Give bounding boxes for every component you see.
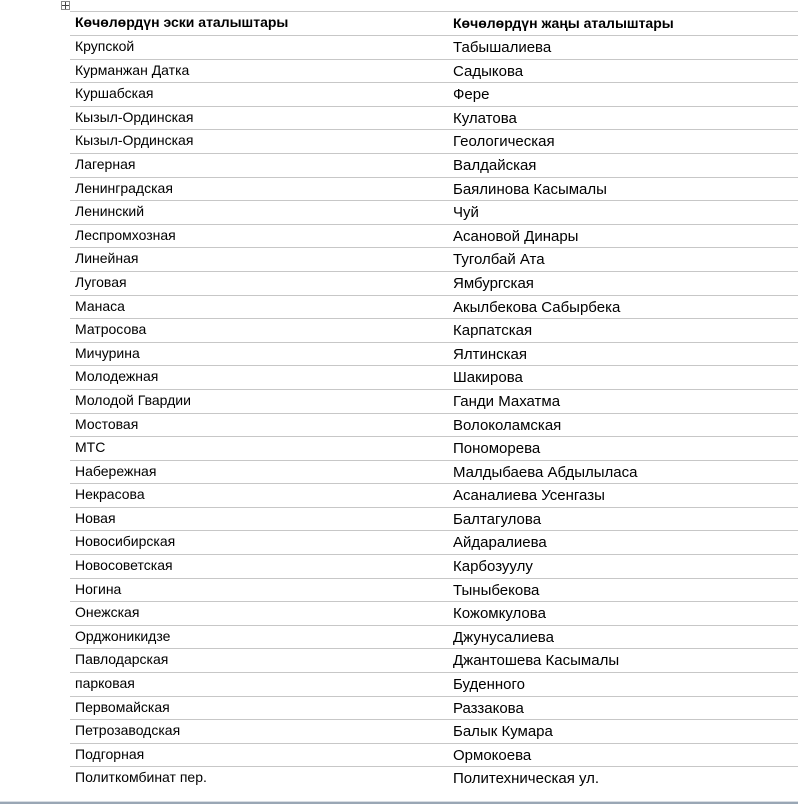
table-row xyxy=(70,200,798,224)
table-row xyxy=(70,507,798,531)
new-street-name: Шакирова xyxy=(453,369,523,387)
new-street-name: Кулатова xyxy=(453,109,517,127)
old-street-name: Павлодарская xyxy=(75,651,169,668)
new-street-name: Раззакова xyxy=(453,699,524,717)
new-street-name: Ормокоева xyxy=(453,746,532,764)
table-row xyxy=(70,672,798,696)
table-row xyxy=(70,224,798,248)
old-street-name: Луговая xyxy=(75,273,127,290)
old-street-name: МТС xyxy=(75,439,106,456)
new-street-name: Ямбургская xyxy=(453,274,534,292)
new-street-name: Пономорева xyxy=(453,440,541,458)
old-street-name: Новосоветская xyxy=(75,557,173,574)
table-row xyxy=(70,59,798,83)
old-street-name: Матросова xyxy=(75,321,147,338)
old-street-name: Лагерная xyxy=(75,155,136,172)
old-street-name: Петрозаводская xyxy=(75,722,181,739)
old-street-name: Кызыл-Ординская xyxy=(75,132,194,149)
old-street-name: Курманжан Датка xyxy=(75,61,190,78)
old-street-name: Ногина xyxy=(75,580,122,597)
table-row xyxy=(70,247,798,271)
new-street-name: Валдайская xyxy=(453,156,537,174)
old-street-name: Новосибирская xyxy=(75,533,176,550)
table-row xyxy=(70,554,798,578)
old-street-name: Ленинский xyxy=(75,203,145,220)
table-row xyxy=(70,460,798,484)
new-street-name: Карбозуулу xyxy=(453,558,533,576)
old-street-name: Леспромхозная xyxy=(75,226,176,243)
table-row xyxy=(70,483,798,507)
table-row xyxy=(70,271,798,295)
old-street-name: Манаса xyxy=(75,297,125,314)
new-street-name: Волоколамская xyxy=(453,416,562,434)
new-street-name: Геологическая xyxy=(453,133,555,151)
old-street-name: Ленинградская xyxy=(75,179,173,196)
old-street-name: Первомайская xyxy=(75,698,170,715)
table-row xyxy=(70,743,798,767)
old-street-name: Онежская xyxy=(75,604,140,621)
new-street-name: Джантошева Касымалы xyxy=(453,652,620,670)
new-street-name: Чуй xyxy=(453,204,479,222)
street-names-table xyxy=(70,11,798,790)
old-street-name: Молодежная xyxy=(75,368,159,385)
old-street-name: Набережная xyxy=(75,462,157,479)
table-row xyxy=(70,436,798,460)
table-body xyxy=(70,35,798,790)
new-street-name: Политехническая ул. xyxy=(453,770,600,788)
old-street-name: Молодой Гвардии xyxy=(75,391,191,408)
table-row xyxy=(70,82,798,106)
table-row xyxy=(70,413,798,437)
table-row xyxy=(70,295,798,319)
old-street-name: Орджоникидзе xyxy=(75,627,171,644)
table-row xyxy=(70,719,798,743)
table-row xyxy=(70,601,798,625)
old-street-name: Линейная xyxy=(75,250,139,267)
new-street-name: Асановой Динары xyxy=(453,227,579,245)
new-street-name: Ялтинская xyxy=(453,345,527,363)
new-street-name: Асаналиева Усенгазы xyxy=(453,487,605,505)
old-street-name: Мичурина xyxy=(75,344,140,361)
table-row xyxy=(70,578,798,602)
new-street-name: Садыкова xyxy=(453,62,524,80)
table-row xyxy=(70,153,798,177)
new-street-name: Табышалиева xyxy=(453,39,552,56)
table-row xyxy=(70,530,798,554)
new-street-name: Балтагулова xyxy=(453,510,542,528)
new-street-name: Карпатская xyxy=(453,322,533,340)
new-street-name: Буденного xyxy=(453,676,526,694)
table-row xyxy=(70,766,798,790)
table-row xyxy=(70,648,798,672)
table-move-handle-icon[interactable] xyxy=(61,1,70,10)
header-new-names: Көчөлөрдүн жаңы аталыштары xyxy=(453,15,674,31)
old-street-name: Некрасова xyxy=(75,486,145,503)
table-header-row xyxy=(70,11,798,35)
header-old-names: Көчөлөрдүн эски аталыштары xyxy=(75,14,289,30)
new-street-name: Айдаралиева xyxy=(453,534,547,552)
table-row xyxy=(70,129,798,153)
old-street-name: Крупской xyxy=(75,38,135,54)
table-row xyxy=(70,365,798,389)
new-street-name: Ганди Махатма xyxy=(453,392,561,410)
table-row xyxy=(70,696,798,720)
old-street-name: Подгорная xyxy=(75,745,145,762)
table-row xyxy=(70,177,798,201)
old-street-name: Мостовая xyxy=(75,415,139,432)
old-street-name: Новая xyxy=(75,509,116,526)
old-street-name: Политкомбинат пер. xyxy=(75,769,207,786)
new-street-name: Балык Кумара xyxy=(453,723,553,741)
new-street-name: Туголбай Ата xyxy=(453,251,545,269)
table-row xyxy=(70,35,798,59)
new-street-name: Акылбекова Сабырбека xyxy=(453,298,621,316)
table-row xyxy=(70,318,798,342)
new-street-name: Фере xyxy=(453,86,490,104)
table-row xyxy=(70,342,798,366)
table-row xyxy=(70,389,798,413)
new-street-name: Баялинова Касымалы xyxy=(453,180,607,198)
old-street-name: Куршабская xyxy=(75,85,154,102)
old-street-name: парковая xyxy=(75,675,135,692)
old-street-name: Кызыл-Ординская xyxy=(75,108,194,125)
new-street-name: Тыныбекова xyxy=(453,581,540,599)
new-street-name: Малдыбаева Абдылыласа xyxy=(453,463,638,481)
table-row xyxy=(70,625,798,649)
table-row xyxy=(70,106,798,130)
new-street-name: Джунусалиева xyxy=(453,628,554,646)
new-street-name: Кожомкулова xyxy=(453,605,546,623)
